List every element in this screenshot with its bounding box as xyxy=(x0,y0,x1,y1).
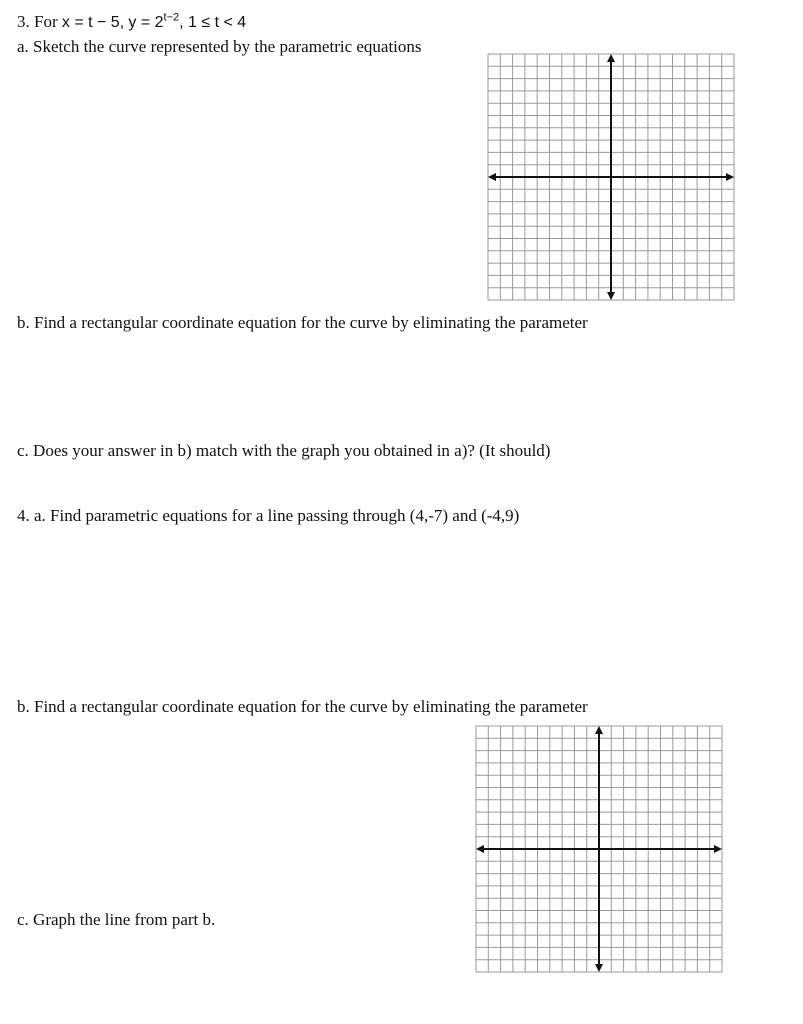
question-3a-text: a. Sketch the curve represented by the parametric equations xyxy=(17,37,422,56)
x-axis-arrow-left xyxy=(476,845,484,853)
question-4c-text: c. Graph the line from part b. xyxy=(17,910,216,929)
question-3-prompt xyxy=(17,12,246,33)
y-equation xyxy=(128,11,180,31)
y-axis-arrow-up xyxy=(595,726,603,734)
graph-grid-3a[interactable] xyxy=(484,50,738,304)
question-3b-text: b. Find a rectangular coordinate equation for the curve by eliminating the parameter xyxy=(17,313,588,332)
question-3-number: 3. xyxy=(17,12,30,31)
question-3-prefix: For xyxy=(34,12,58,31)
graph-grid-4c[interactable] xyxy=(472,722,726,976)
y-equation-exponent: t−2 xyxy=(163,11,180,24)
x-axis-arrow-right xyxy=(714,845,722,853)
question-3c-text: c. Does your answer in b) match with the graph you obtained in a)? (It should) xyxy=(17,441,551,460)
question-4b-text: b. Find a rectangular coordinate equation for the curve by eliminating the parameter xyxy=(17,697,588,716)
y-axis-arrow-down xyxy=(595,964,603,972)
y-axis-arrow-down xyxy=(607,292,615,300)
y-equation-base: y = 2 xyxy=(128,14,164,31)
y-axis-arrow-up xyxy=(607,54,615,62)
x-axis-arrow-left xyxy=(488,173,496,181)
x-axis-arrow-right xyxy=(726,173,734,181)
parameter-domain: , 1 ≤ t < 4 xyxy=(179,14,247,31)
x-equation: x = t − 5, xyxy=(61,14,125,31)
question-4a-text: 4. a. Find parametric equations for a line passing through (4,-7) and (-4,9) xyxy=(17,506,520,525)
